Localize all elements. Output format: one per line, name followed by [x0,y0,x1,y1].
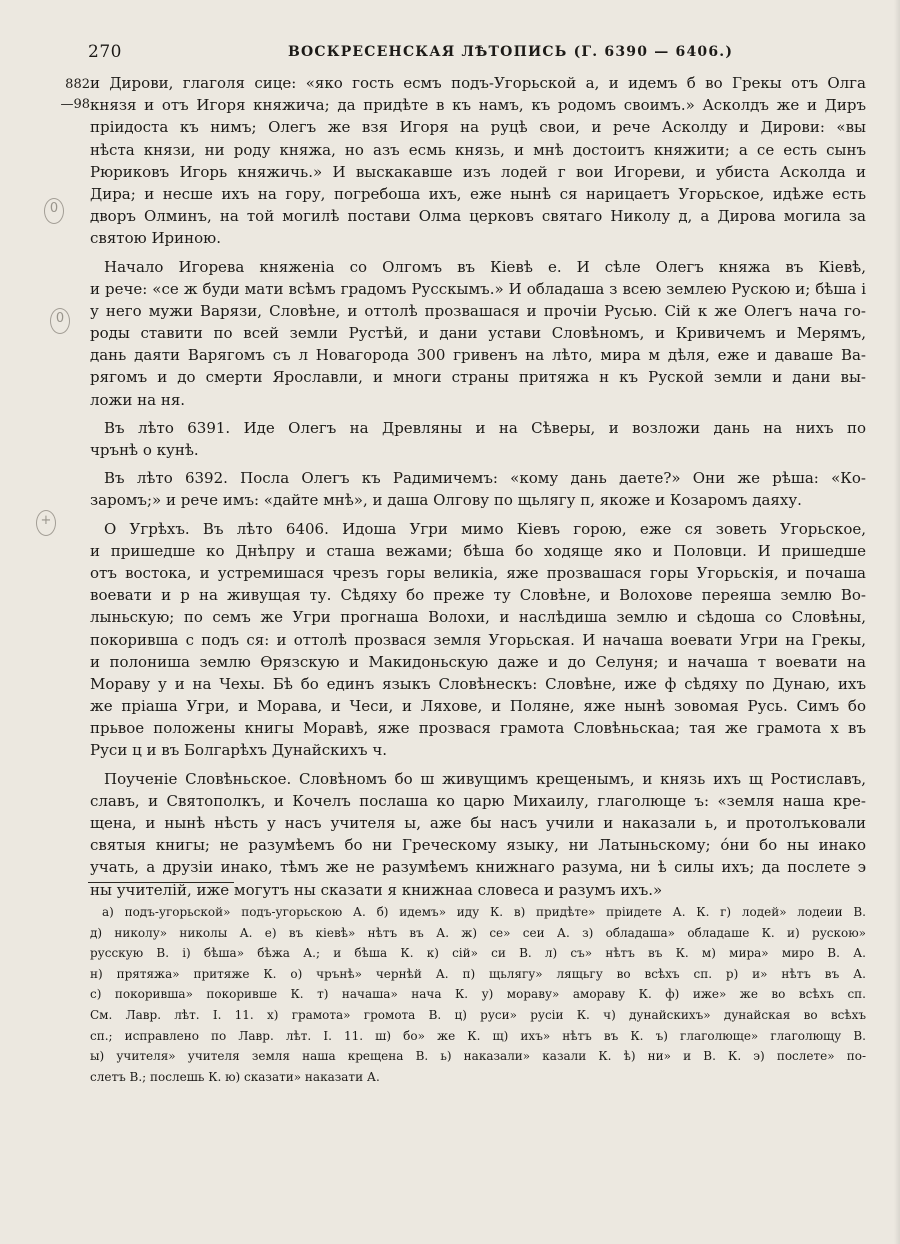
text-line: Мораву у и на Чехы. Бѣ бо единъ языкъ Словѣнескъ: Словѣне, иже ф сѣдяху по Дунаю, ихъ [90,674,866,693]
text-line: пріидоста къ нимъ; Олегъ же взя Игоря на руцѣ свои, и рече Асколду и Дирови: «вы [90,118,866,137]
margin-year-start: 882 [65,77,90,92]
text-line: учать, а друзіи инако, тѣмъ же не разумѣемъ книжнаго разума, ни ѣ силы ихъ; да послете э [90,858,866,877]
text-line: славъ, и Святополкъ, и Кочелъ послаша ко царю Михаилу, глаголюще ъ: «земля наша кре- [90,791,866,810]
page-number: 270 [88,42,122,62]
text-line: Рюриковъ Игорь княжичь.» И выскакавше изъ лодей г вои Игореви, и убиста Асколда и [90,162,866,181]
text-line: святыя книгы; не разумѣемъ бо ни Греческому языку, ни Латыньскому; óни бо ны инако [90,836,866,855]
text-line: заромъ;» и рече имъ: «дайте мнѣ», и даша Олгову по щьлягу п, якоже и Козаромъ даяху. [90,491,802,510]
footnote-line: русскую В. і) бѣша» бѣжа А.; и бѣша К. к) сій» си В. л) съ» нѣтъ въ К. м) мира» миро В. А. [90,946,866,961]
footnote-line: слетъ В.; послешь К. ю) сказати» наказати А. [90,1069,380,1084]
text-line: воевати и р на живущая ту. Сѣдяху бо преже ту Словѣне, и Волохове переяша землю Во- [90,586,866,605]
footnote-divider [88,882,234,883]
text-line: нѣста князи, ни роду княжа, но азъ есмь князь, и мнѣ достоитъ княжити; а се есть сынъ [90,140,866,159]
footnote-line: д) николу» николы А. е) въ кіевѣ» нѣтъ въ А. ж) се» сеи А. з) обладаша» обладаше К. и) рускою» [90,925,866,940]
text-line: Руси ц и въ Болгарѣхъ Дунайскихъ ч. [90,741,388,760]
text-line: лыньскую; по семъ же Угри прогнаша Волохи, и наслѣдиша землю и сѣдоша со Словѣны, [90,608,866,627]
text-line: у него мужи Варязи, Словѣне, и оттолѣ прозвашася и прочіи Русью. Сій к же Олегъ нача го- [90,301,866,320]
text-line: прьвое положены книгы Моравѣ, яже прозвася грамота Словѣньскаа; тая же грамота х въ [90,719,866,738]
section-heading-line: Поученіе Словѣньское. Словѣномъ бо ш живущимъ крещенымъ, и князь ихъ щ Ростиславъ, [104,769,866,788]
text-line: отъ востока, и устремишася чрезъ горы великіа, яже прозвашася горы Угорьскія, и почаша [90,563,866,582]
pencil-margin-mark: 0 [50,308,70,334]
text-line: рягомъ и до смерти Ярославли, и многи страны притяжа н къ Руской земли и дани вы- [90,368,866,387]
text-line: роды ставити по всей земли Рустѣй, и дани устави Словѣномъ, и Кривичемъ и Мерямъ, [90,324,866,343]
section-heading-line: Начало Игорева княженіа со Олгомъ въ Кіевѣ е. И сѣле Олегъ княжа въ Кіевѣ, [104,257,866,276]
text-line: дворъ Олминъ, на той могилѣ постави Олма церковъ святаго Николу д, а Дирова могила за [90,207,866,226]
text-line: щена, и нынѣ нѣсть у насъ учителя ы, аже бы насъ учили и наказали ь, и протолъковали [90,814,866,832]
text-line: князя и отъ Игоря княжича; да придѣте в къ намъ, къ родомъ своимъ.» Асколдъ же и Диръ [90,96,866,115]
text-line: Дира; и несше ихъ на гору, погребоша ихъ, еже нынѣ ся нарицаетъ Угорьское, идѣже есть [90,184,866,203]
text-line: чрънѣ о кунѣ. [90,441,199,459]
text-line: ложи на ня. [90,390,186,409]
margin-year-range [58,75,90,115]
text-line: святою Ириною. [90,229,222,248]
pencil-margin-mark: 0 [44,198,64,224]
page-header [88,42,878,66]
footnote-line: с) покоривша» покоривше К. т) начаша» нача К. у) мораву» амораву К. ф) иже» же во всѣхъ сп. [90,987,866,1002]
footnote-line: ы) учителя» учителя земля наша крещена В. ь) наказали» казали К. ѣ) ни» и В. К. э) послете» по- [90,1049,866,1064]
text-line: и пришедше ко Днѣпру и сташа вежами; бѣша бо ходяще яко и Половци. И пришедше [90,541,866,560]
section-heading-line: О Угрѣхъ. Въ лѣто 6406. Идоша Угри мимо Кіевъ горою, еже ся зоветь Угорьское, [104,519,866,538]
text-line: и рече: «се ж буди мати всѣмъ градомъ Русскымъ.» И обладаша з всею землею Рускою и; бѣша і [90,279,866,298]
text-line: покоривша с подъ ся: и оттолѣ прозвася земля Угорьская. И начаша воевати Угри на Грекы, [90,630,866,649]
footnote-line: н) прятяжа» притяже К. о) чрънѣ» чернѣй А. п) щьлягу» лящьгу во всѣхъ сп. р) и» нѣтъ въ А. [90,966,866,981]
text-line: и Дирови, глаголя сице: «яко гость есмъ подъ-Угорьской а, и идемъ б во Грекы отъ Олга [90,74,866,92]
running-title: ВОСКРЕСЕНСКАЯ ЛѢТОПИСЬ (Г. 6390 — 6406.) [288,44,734,60]
pencil-margin-mark: + [36,510,56,536]
year-entry-line: Въ лѣто 6391. Иде Олегъ на Древляны и на Сѣверы, и возложи дань на нихъ по [104,418,866,437]
footnote-line: См. Лавр. лѣт. I. 11. х) грамота» громота В. ц) руси» русіи К. ч) дунайскихъ» дунайская во всѣхъ [90,1007,866,1022]
footnote-line: сп.; исправлено по Лавр. лѣт. I. 11. ш) бо» же К. щ) ихъ» нѣтъ въ К. ъ) глаголюще» глаголющу В. [90,1028,866,1043]
text-line: дань даяти Варягомъ съ л Новагорода 300 гривенъ на лѣто, мира м дѣля, еже и даваше Ва- [90,346,866,365]
year-entry-line: Въ лѣто 6392. Посла Олегъ къ Радимичемъ: «кому дань даете?» Они же рѣша: «Ко- [104,469,866,488]
text-line: и полониша землю Ѳрязскую и Макидоньскую даже и до Селуня; и начаша т воевати на [90,652,866,671]
text-line: же пріаша Угри, и Морава, и Чеси, и Ляхове, и Поляне, яже нынѣ зовомая Русь. Симъ бо [90,697,866,716]
footnotes [90,902,866,1087]
page-edge-shadow [894,0,900,1244]
text-line: ны учителій, иже могутъ ны сказати я книжнаа словеса и разумъ ихъ.» [90,880,663,899]
chronicle-text [90,72,866,901]
margin-year-end: —98 [60,97,90,112]
footnote-line: а) подъ-угорьской» подъ-угорьскою А. б) идемъ» иду К. в) придѣте» пріидете А. К. г) лодей» лодеии В. [102,905,866,919]
